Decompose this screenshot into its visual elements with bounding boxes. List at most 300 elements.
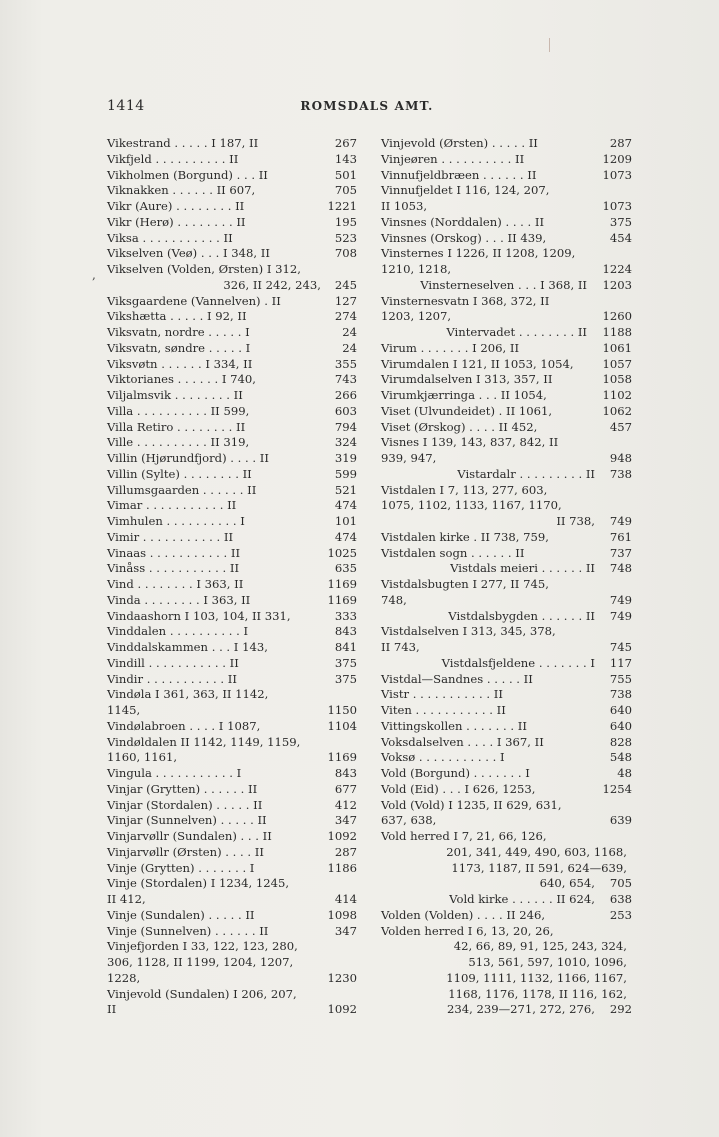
index-line [381,435,631,451]
entry-text: Vold (Vold) I 1235, II 629, 631, [381,797,562,812]
index-line [107,1002,357,1018]
entry-text: Vistdalsbugten I 277, II 745, [381,577,549,591]
entry-page: 1061 [602,340,632,355]
entry-text: 1075, 1102, 1133, 1167, 1170, [381,498,562,513]
entry-page: 640 [609,718,632,733]
index-line [107,136,357,152]
index-line [381,136,631,152]
entry-page: 828 [609,734,632,749]
entry-text: Viknakken . . . . . . II 607, [107,183,256,198]
entry-page: 457 [609,419,632,434]
index-line [107,372,357,388]
index-line [381,892,631,908]
index-line [107,183,357,199]
index-line [107,719,357,735]
index-line [381,168,631,184]
index-line [381,719,631,735]
index-line [107,892,357,908]
entry-text: Vinjeøren . . . . . . . . . . II [381,151,525,166]
index-line [107,798,357,814]
entry-page: 1092 [327,1002,357,1017]
index-line [107,246,357,262]
entry-text: Vinje (Stordalen) I 1234, 1245, [107,876,290,891]
entry-text: 1168, 1176, 1178, II 116, 162, [448,986,627,1001]
index-line [381,199,631,215]
entry-page: 292 [609,1002,632,1017]
entry-page: 708 [334,246,357,261]
entry-page: 749 [609,608,632,623]
entry-text: 748, [381,592,407,607]
index-line [107,435,357,451]
index-line [107,593,357,609]
entry-page: 1092 [327,829,357,843]
index-line [107,420,357,436]
entry-text: Viksa . . . . . . . . . . . II [107,230,233,245]
entry-text: Vistdals meieri . . . . . . II [450,561,595,576]
index-line [381,577,631,593]
entry-text: Vinjarvøllr (Sundalen) . . . II [107,829,272,843]
index-line [381,246,631,262]
index-line [107,483,357,499]
entry-page: 1209 [602,151,632,166]
index-line [381,908,631,924]
index-line [107,231,357,247]
entry-page: 48 [617,766,632,780]
entry-page: 287 [334,844,357,859]
index-line [381,483,631,499]
index-line [107,955,357,971]
index-line [107,624,357,640]
entry-text: Viljalmsvik . . . . . . . . II [107,388,243,402]
entry-text: Vind . . . . . . . . I 363, II [107,577,244,591]
entry-page: 333 [334,608,357,623]
entry-page: 245 [334,277,357,292]
index-line [381,262,631,278]
entry-page: 745 [609,640,632,654]
entry-page: 1169 [327,577,357,591]
entry-text: 234, 239—271, 272, 276, [446,1002,595,1017]
index-line [107,750,357,766]
index-line [381,215,631,231]
index-line [381,183,631,199]
entry-text: Viset (Ulvundeidet) . II 1061, [381,403,553,418]
index-line [107,577,357,593]
entry-page: 748 [609,561,632,576]
index-line [381,498,631,514]
entry-text: Vinsternesvatn I 368, 372, II [381,293,550,308]
entry-text: II 743, [381,640,420,654]
entry-text: Vindir . . . . . . . . . . . II [107,671,237,686]
margin-mark: , [92,268,96,282]
index-line [381,813,631,829]
entry-text: Vinsternes I 1226, II 1208, 1209, [381,246,576,261]
entry-text: Vikr (Aure) . . . . . . . . II [107,199,245,213]
entry-page: 523 [334,230,357,245]
entry-text: Virum . . . . . . . I 206, II [381,340,520,355]
entry-text: Volden (Volden) . . . . II 246, [381,907,546,922]
entry-text: Viksvatn, nordre . . . . . I [107,325,250,339]
entry-text: Vikholmen (Borgund) . . . II [107,167,268,182]
index-line [107,782,357,798]
entry-page: 414 [334,892,357,906]
entry-text: Virumdalselven I 313, 357, II [381,372,553,387]
index-line [381,703,631,719]
entry-text: Vistdalsfjeldene . . . . . . . I [441,655,595,670]
entry-text: 1145, [107,703,141,717]
index-line [381,939,631,955]
entry-page: 24 [342,325,357,339]
entry-text: II [107,1002,117,1017]
entry-text: Vikestrand . . . . . I 187, II [107,136,259,150]
index-line [381,845,631,861]
entry-page: 195 [334,214,357,229]
entry-text: Vistdalselven I 313, 345, 378, [381,624,556,639]
entry-page: 705 [609,876,632,891]
entry-page: 1073 [602,167,632,182]
index-line [381,309,631,325]
entry-text: Vinaas . . . . . . . . . . . II [107,545,241,560]
index-line [381,294,631,310]
entry-text: 1173, 1187, II 591, 624—639, [451,860,627,875]
entry-text: Viset (Ørskog) . . . . II 452, [381,419,538,434]
entry-text: Vinjefjorden I 33, 122, 123, 280, [107,939,298,954]
entry-text: 1160, 1161, [107,750,178,765]
index-line [381,325,631,341]
entry-page: 1260 [602,309,632,324]
entry-text: Vikshætta . . . . . I 92, II [107,309,247,324]
entry-text: 1228, [107,970,141,985]
entry-text: Vinje (Sunnelven) . . . . . . II [107,923,269,938]
paper-speck [549,38,550,52]
entry-page: 501 [334,167,357,182]
entry-text: 1210, 1218, [381,262,452,276]
entry-page: 474 [334,498,357,513]
entry-text: Vinje (Sundalen) . . . . . II [107,907,255,922]
entry-page: 101 [334,514,357,528]
entry-text: Vinnufjeldet I 116, 124, 207, [381,183,550,198]
index-column-left [107,136,357,1018]
entry-text: Villin (Hjørundfjord) . . . . II [107,451,269,465]
entry-text: Villa Retiro . . . . . . . . II [107,419,246,434]
index-line [107,514,357,530]
entry-text: 513, 561, 597, 1010, 1096, [468,955,627,969]
entry-text: Vistdalsbygden . . . . . . II [448,608,595,623]
index-line [381,561,631,577]
entry-page: 1057 [602,356,632,371]
entry-text: Vistardalr . . . . . . . . . II [457,466,595,481]
entry-text: Vimir . . . . . . . . . . . II [107,529,234,544]
entry-text: 939, 947, [381,451,437,465]
entry-page: 117 [609,655,632,670]
entry-text: 1203, 1207, [381,309,452,324]
entry-text: Villa . . . . . . . . . . II 599, [107,403,250,418]
index-line [381,467,631,483]
index-line [381,357,631,373]
entry-page: 843 [334,624,357,639]
entry-page: 738 [609,466,632,481]
entry-page: 1025 [327,545,357,560]
entry-page: 638 [609,892,632,906]
index-line [381,278,631,294]
entry-page: 548 [609,750,632,765]
entry-text: Vinjevold (Sundalen) I 206, 207, [107,986,297,1001]
entry-page: 1169 [327,592,357,607]
index-line [107,813,357,829]
index-line [107,924,357,940]
index-line [107,199,357,215]
entry-page: 705 [334,183,357,198]
entry-text: Vindøla I 361, 363, II 1142, [107,687,269,702]
entry-page: 375 [334,655,357,670]
index-line [381,152,631,168]
entry-page: 375 [334,671,357,686]
entry-page: 347 [334,923,357,938]
entry-text: Viksvatn, søndre . . . . . I [107,340,251,355]
index-line [381,388,631,404]
entry-page: 737 [609,545,632,560]
entry-page: 521 [334,482,357,497]
index-line [381,624,631,640]
entry-text: 306, 1128, II 1199, 1204, 1207, [107,955,294,969]
index-line [107,561,357,577]
entry-text: Vindøldalen II 1142, 1149, 1159, [107,734,301,749]
index-line [107,766,357,782]
index-line [381,514,631,530]
entry-page: 761 [609,529,632,544]
entry-page: 603 [334,403,357,418]
entry-text: 326, II 242, 243, [223,277,321,292]
index-line [107,845,357,861]
entry-text: Virumkjærringa . . . II 1054, [381,388,547,402]
index-line [107,530,357,546]
entry-page: 1098 [327,907,357,922]
entry-page: 143 [334,151,357,166]
entry-page: 738 [609,687,632,702]
entry-page: 1203 [602,277,632,292]
entry-page: 355 [334,356,357,371]
entry-page: 1224 [602,262,632,276]
index-line [381,735,631,751]
entry-text: Vinda . . . . . . . . I 363, II [107,592,251,607]
index-line [107,278,357,294]
entry-text: Vinjar (Sunnelven) . . . . . II [107,813,267,828]
entry-text: Vold (Eid) . . . I 626, 1253, [381,781,536,796]
entry-page: 1062 [602,403,632,418]
entry-page: 1073 [602,199,632,213]
entry-text: Vimar . . . . . . . . . . . II [107,498,237,513]
index-line [107,325,357,341]
index-line [381,404,631,420]
entry-text: Vinåss . . . . . . . . . . . II [107,561,240,576]
entry-text: Vikfjeld . . . . . . . . . . II [107,151,239,166]
index-line [107,388,357,404]
entry-page: 635 [334,561,357,576]
entry-page: 253 [609,907,632,922]
entry-page: 454 [609,230,632,245]
entry-text: Viktorianes . . . . . . I 740, [107,372,256,387]
entry-text: Viten . . . . . . . . . . . II [381,703,506,717]
index-line [381,656,631,672]
entry-text: Voksdalselven . . . . I 367, II [381,734,544,749]
entry-text: 640, 654, [539,876,595,891]
entry-page: 841 [334,640,357,654]
entry-text: Vold herred I 7, 21, 66, 126, [381,829,547,843]
index-line [381,782,631,798]
entry-text: Vinsnes (Orskog) . . . II 439, [381,230,547,245]
entry-text: Vindill . . . . . . . . . . . II [107,655,239,670]
entry-page: 1254 [602,781,632,796]
index-line [381,987,631,1003]
entry-text: Vimhulen . . . . . . . . . . I [107,514,245,528]
entry-text: Vinnufjeldbræen . . . . . . II [381,167,537,182]
running-title: ROMSDALS AMT. [300,99,434,113]
index-line [107,262,357,278]
entry-text: Vinjar (Grytten) . . . . . . II [107,781,258,796]
entry-text: Vistr . . . . . . . . . . . II [381,687,503,702]
index-line [107,876,357,892]
entry-page: 599 [334,466,357,481]
index-line [107,357,357,373]
index-line [107,294,357,310]
index-line [381,750,631,766]
entry-page: 1188 [602,325,632,339]
entry-text: Vinddalen . . . . . . . . . . I [107,624,249,639]
index-line [107,404,357,420]
entry-page: 1169 [327,750,357,765]
entry-page: 24 [342,340,357,355]
index-line [381,231,631,247]
entry-page: 755 [609,671,632,686]
entry-text: Viksgaardene (Vannelven) . II [107,293,281,308]
entry-page: 1104 [327,718,357,733]
entry-text: II 738, [556,514,595,528]
index-line [381,955,631,971]
entry-text: Vistdalen sogn . . . . . . II [381,545,525,560]
index-line [107,609,357,625]
entry-text: 1109, 1111, 1132, 1166, 1167, [446,970,627,985]
index-line [107,152,357,168]
entry-text: Vistdalen kirke . II 738, 759, [381,529,549,544]
entry-text: Vinsterneselven . . . I 368, II [420,277,587,292]
entry-page: 843 [334,766,357,780]
index-line [107,546,357,562]
index-line [107,451,357,467]
index-line [107,498,357,514]
index-line [381,829,631,845]
entry-page: 948 [609,451,632,465]
index-column-right [381,136,631,1018]
entry-text: Vikselven (Veø) . . . I 348, II [107,246,270,261]
page-header [107,98,627,118]
entry-page: 287 [609,136,632,150]
index-line [107,908,357,924]
entry-text: Villumsgaarden . . . . . . II [107,482,257,497]
index-line [381,640,631,656]
entry-text: II 412, [107,892,146,906]
index-line [107,341,357,357]
index-line [107,168,357,184]
index-line [107,703,357,719]
index-line [107,687,357,703]
index-line [381,451,631,467]
index-line [381,530,631,546]
entry-text: Vinjevold (Ørsten) . . . . . II [381,136,538,150]
entry-text: Vindølabroen . . . . I 1087, [107,718,261,733]
index-line [381,971,631,987]
entry-page: 749 [609,592,632,607]
page-number: 1414 [107,98,145,114]
index-line [381,372,631,388]
entry-text: Vittingskollen . . . . . . . II [381,718,527,733]
index-line [381,341,631,357]
entry-page: 639 [609,813,632,828]
entry-page: 640 [609,703,632,717]
entry-text: Vistdalen I 7, 113, 277, 603, [381,482,548,497]
index-line [381,1002,631,1018]
index-line [381,593,631,609]
entry-page: 677 [334,781,357,796]
entry-text: Vinjar (Stordalen) . . . . . II [107,797,263,812]
index-line [381,766,631,782]
entry-text: Vindaashorn I 103, 104, II 331, [107,608,291,623]
entry-page: 749 [609,514,632,528]
entry-page: 1058 [602,372,632,387]
entry-page: 1102 [602,388,632,402]
entry-text: Viksvøtn . . . . . . I 334, II [107,356,253,371]
index-line [107,309,357,325]
entry-text: Vintervadet . . . . . . . . II [446,325,587,339]
index-line [107,640,357,656]
entry-page: 127 [334,293,357,308]
entry-page: 274 [334,309,357,324]
entry-text: Villin (Sylte) . . . . . . . . II [107,466,252,481]
entry-page: 794 [334,419,357,434]
entry-page: 375 [609,214,632,229]
entry-text: Voksø . . . . . . . . . . . I [381,750,505,765]
entry-text: 201, 341, 449, 490, 603, 1168, [446,844,627,859]
index-line [107,829,357,845]
entry-page: 1221 [327,199,357,213]
entry-page: 1230 [327,970,357,985]
entry-text: Volden herred I 6, 13, 20, 26, [381,923,554,938]
entry-text: Vinsnes (Norddalen) . . . . II [381,214,545,229]
index-line [381,546,631,562]
index-line [381,672,631,688]
entry-text: Virumdalen I 121, II 1053, 1054, [381,356,574,371]
entry-page: 1186 [327,860,357,875]
entry-page: 324 [334,435,357,450]
entry-text: II 1053, [381,199,428,213]
entry-text: Vinjarvøllr (Ørsten) . . . . II [107,844,264,859]
entry-page: 743 [334,372,357,387]
index-line [381,609,631,625]
index-line [107,861,357,877]
entry-text: 42, 66, 89, 91, 125, 243, 324, [453,939,627,954]
index-line [381,924,631,940]
index-line [381,861,631,877]
entry-text: Vold (Borgund) . . . . . . . I [381,766,530,780]
entry-text: Vikselven (Volden, Ørsten) I 312, [107,262,301,276]
entry-text: Vingula . . . . . . . . . . . I [107,766,242,780]
index-line [107,467,357,483]
entry-text: 637, 638, [381,813,437,828]
entry-page: 319 [334,451,357,465]
entry-text: Vistdal—Sandnes . . . . . II [381,671,533,686]
index-line [107,672,357,688]
index-line [381,876,631,892]
entry-text: Visnes I 139, 143, 837, 842, II [381,435,559,450]
entry-page: 267 [334,136,357,150]
